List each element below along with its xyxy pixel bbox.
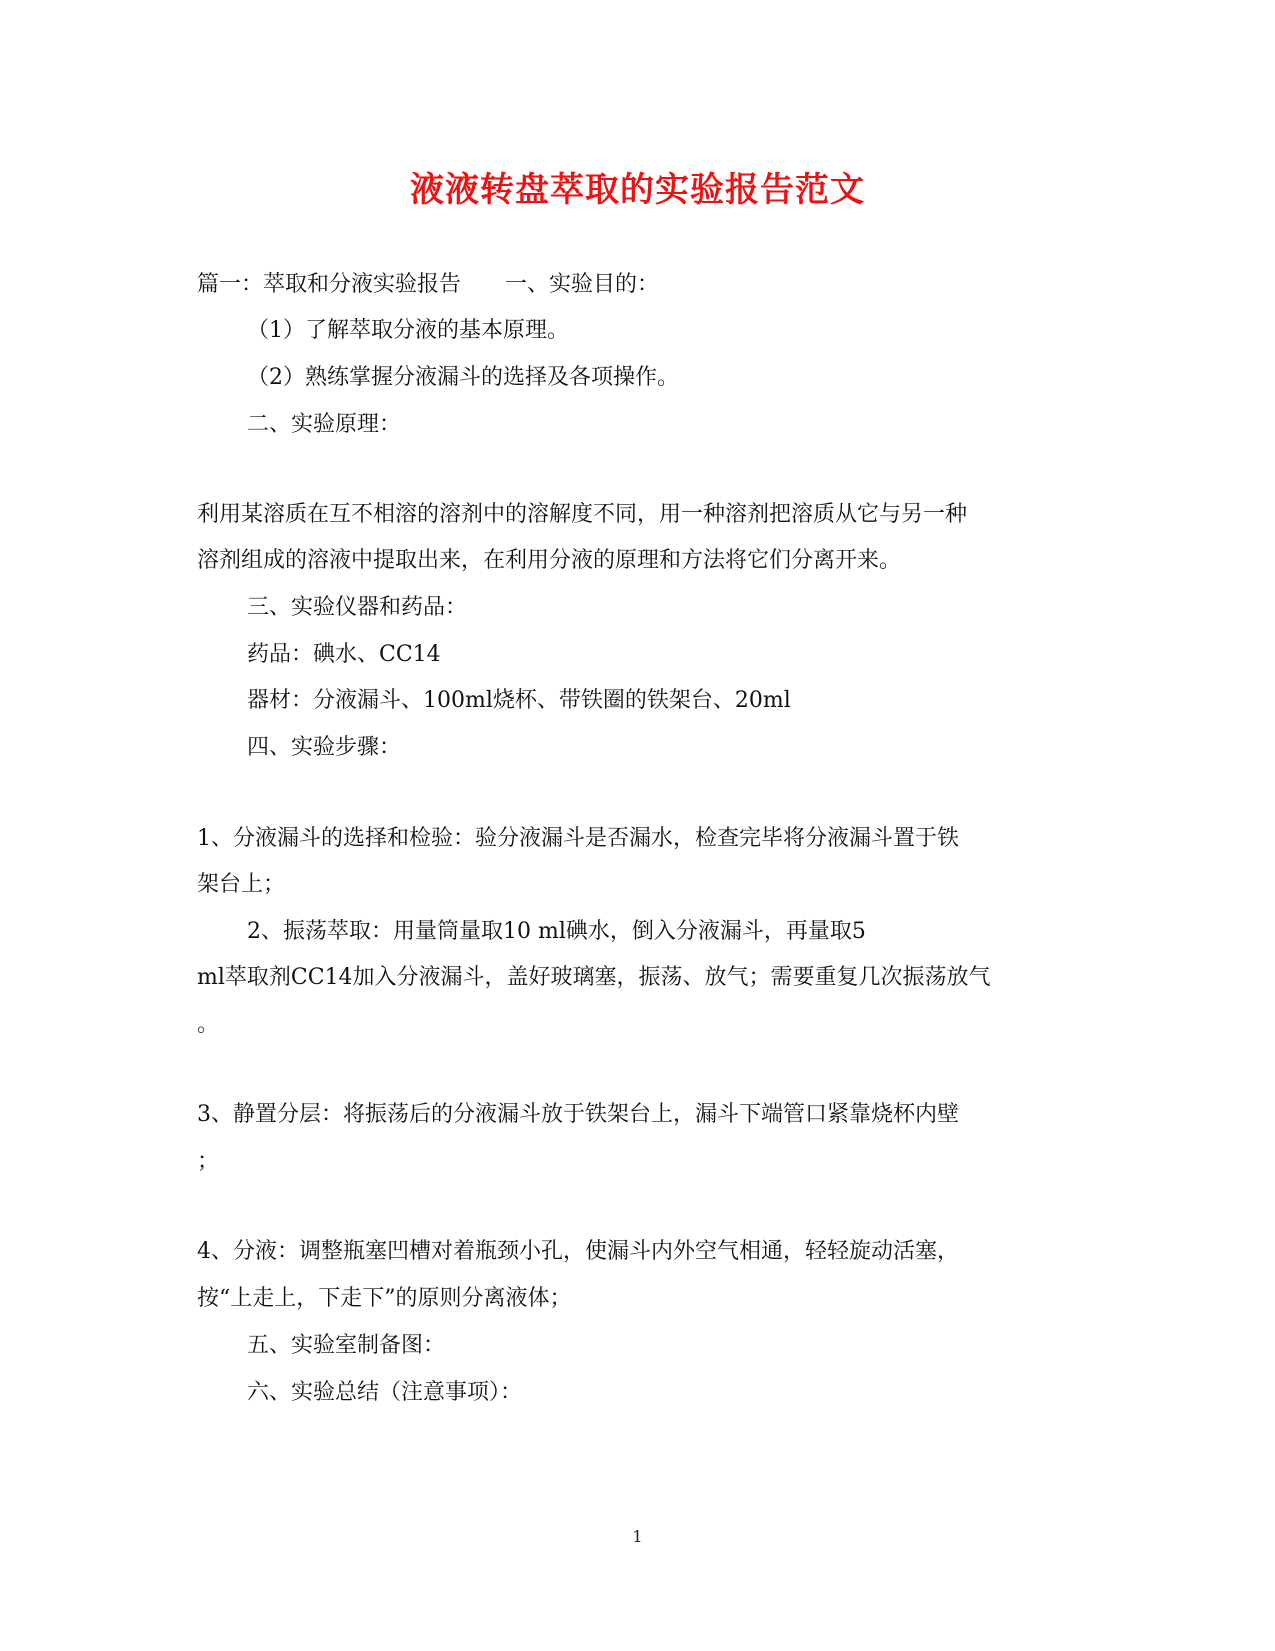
equipment-heading: 三、实验仪器和药品： <box>247 595 468 620</box>
page-number: 1 <box>632 1527 643 1546</box>
steps-heading: 四、实验步骤： <box>247 735 402 760</box>
reagents-line: 药品：碘水、CC14 <box>247 642 441 667</box>
apparatus-line: 器材：分液漏斗、100ml烧杯、带铁圈的铁架台、20ml <box>247 688 791 713</box>
principle-heading: 二、实验原理： <box>247 412 402 437</box>
objective-item-2: （2）熟练掌握分液漏斗的选择及各项操作。 <box>247 365 679 390</box>
step-1-line-1: 1、分液漏斗的选择和检验：验分液漏斗是否漏水，检查完毕将分液漏斗置于铁 <box>197 826 959 851</box>
step-3-line-1: 3、静置分层：将振荡后的分液漏斗放于铁架台上，漏斗下端管口紧靠烧杯内壁 <box>197 1102 959 1127</box>
summary-heading: 六、实验总结（注意事项）： <box>247 1380 523 1405</box>
step-2-line-2: ml萃取剂CC14加入分液漏斗，盖好玻璃塞，振荡、放气；需要重复几次振荡放气 <box>197 965 991 990</box>
step-3-line-2: ； <box>197 1149 220 1174</box>
objective-item-1: （1）了解萃取分液的基本原理。 <box>247 318 569 343</box>
diagram-heading: 五、实验室制备图： <box>247 1333 446 1358</box>
step-4-line-1: 4、分液：调整瓶塞凹槽对着瓶颈小孔，使漏斗内外空气相通，轻轻旋动活塞， <box>197 1239 959 1264</box>
step-2-line-1: 2、振荡萃取：用量筒量取10 ml碘水，倒入分液漏斗，再量取5 <box>247 919 866 944</box>
principle-text-line-2: 溶剂组成的溶液中提取出来，在利用分液的原理和方法将它们分离开来。 <box>197 548 902 573</box>
step-1-line-2: 架台上； <box>197 872 286 897</box>
step-2-line-3: 。 <box>197 1012 220 1037</box>
principle-text-line-1: 利用某溶质在互不相溶的溶剂中的溶解度不同，用一种溶剂把溶质从它与另一种 <box>197 502 968 527</box>
section-one-heading: 篇一：萃取和分液实验报告 一、实验目的： <box>197 272 660 297</box>
step-4-line-2: 按“上走上，下走下”的原则分离液体； <box>197 1286 572 1311</box>
document-title: 液液转盘萃取的实验报告范文 <box>410 170 865 210</box>
